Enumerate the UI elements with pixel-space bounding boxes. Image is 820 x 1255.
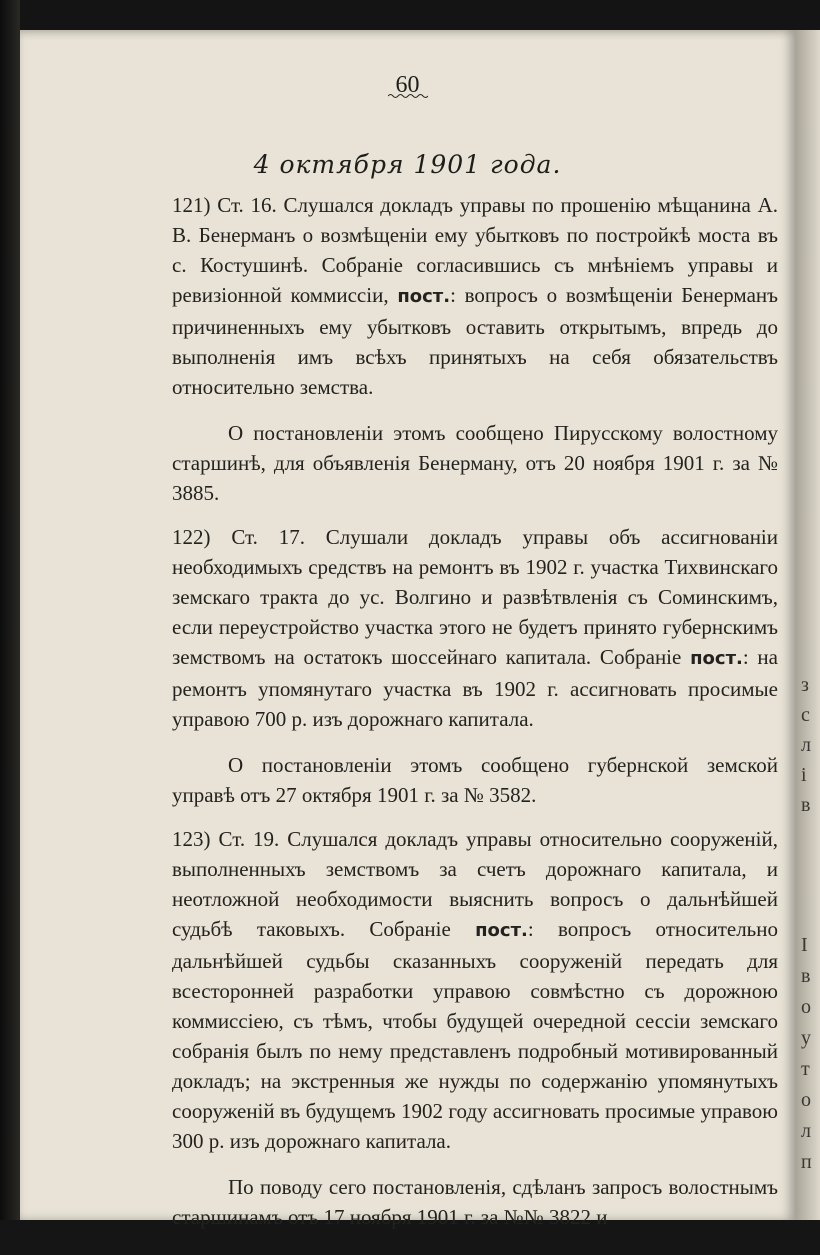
next-page-letters-upper: з с л і в xyxy=(801,674,811,816)
entry-text: Ст. 16. Слушался докладъ управы по прошенію мѣщанина А. В. Бенерманъ о возмѣщеніи ему убытковъ по постройкѣ моста въ с. Костушинѣ. Собраніе согласившись съ мнѣніемъ управы и ревизіонной коммиссіи, xyxy=(172,193,778,307)
entry-number: 123) xyxy=(172,827,211,851)
entry-number: 121) xyxy=(172,193,211,217)
book-binding-edge xyxy=(0,0,20,1255)
next-page-letters-lower: I в о у т о л п xyxy=(801,934,812,1173)
entry-123-note: По поводу сего постановленія, сдѣланъ запросъ волостнымъ старшинамъ отъ 17 ноября 1901 г. за №№ 3822 и xyxy=(172,1175,778,1229)
page-body xyxy=(172,190,778,1246)
post-label: пост. xyxy=(690,648,743,669)
entry-text: Ст. 19. Слушался докладъ управы относительно сооруженій, выполненныхъ земствомъ за счетъ дорожнаго капитала, и неотложной необходимости выяснить вопросъ о дальнѣйшей судьбѣ таковыхъ. Собраніе xyxy=(172,827,778,941)
entry-resolution: : на ремонтъ упомянутаго участка въ 1902 г. ассигновать просимые управою 700 р. изъ дорожнаго капитала. xyxy=(172,645,778,731)
entry-121-note: О постановленіи этомъ сообщено Пирусскому волостному старшинѣ, для объявленія Бенерману, отъ 20 ноября 1901 г. за № 3885. xyxy=(172,421,778,505)
post-label: пост. xyxy=(475,920,528,941)
date-heading: 4 октября 1901 года. xyxy=(253,150,562,179)
next-page-edge xyxy=(795,30,820,1220)
entry-122 xyxy=(172,522,778,734)
entry-text: Ст. 17. Слушали докладъ управы объ ассигнованіи необходимыхъ средствъ на ремонтъ въ 1902 г. участка Тихвинскаго земскаго тракта до ус. Волгино и развѣтвленія съ Соминскимъ, если переустройство участка этого не будетъ принято губернскимъ земствомъ на остатокъ шоссейнаго капитала. Собраніе xyxy=(172,525,779,669)
page-header xyxy=(20,72,795,99)
page-number: 60 xyxy=(395,72,420,98)
entry-121 xyxy=(172,190,778,402)
entry-122-note: О постановленіи этомъ сообщено губернской земской управѣ отъ 27 октября 1901 г. за № 3582. xyxy=(172,753,778,807)
entry-123 xyxy=(172,824,778,1156)
entry-number: 122) xyxy=(172,525,211,549)
entry-resolution: : вопросъ о возмѣщеніи Бенерманъ причиненныхъ ему убытковъ оставить открытымъ, впредь до выполненія имъ всѣхъ принятыхъ на себя обязательствъ относительно земства. xyxy=(172,283,778,399)
post-label: пост. xyxy=(397,286,451,307)
entry-resolution: : вопросъ относительно дальнѣйшей судьбы сказанныхъ сооруженій передать для всесторонней разработки управою совмѣстно съ дорожною коммиссіею, съ тѣмъ, чтобы будущей очередной сессіи земскаго собранія былъ по нему представленъ подробный мотивированный докладъ; на экстренныя же нужды по содержанію упомянутыхъ сооруженій въ будущемъ 1902 году ассигновать просимые управою 300 р. изъ дорожнаго капитала. xyxy=(172,917,778,1153)
